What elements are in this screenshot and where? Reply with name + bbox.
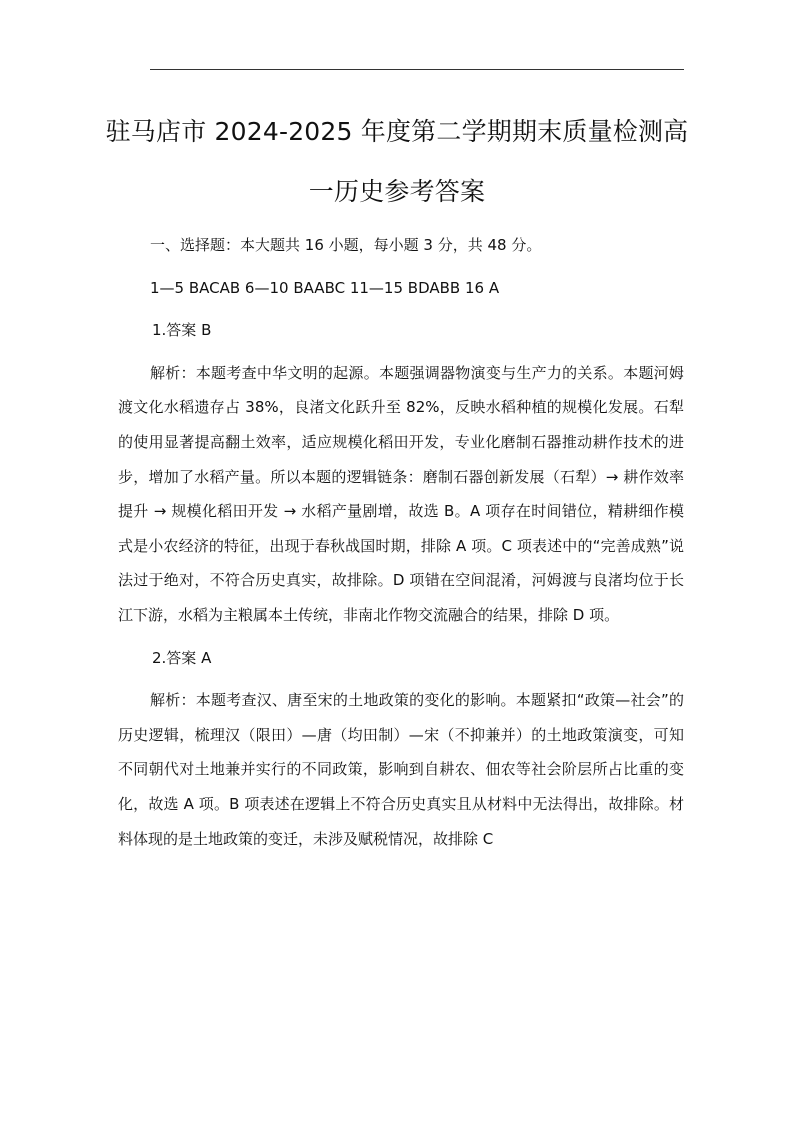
document-title-line-2: 一历史参考答案 [308,177,486,206]
question-1-answer: 1.答案 B [152,321,212,340]
document-title-line-1: 驻马店市 2024-2025 年度第二学期期末质量检测高 [105,117,689,146]
question-2-analysis: 解析：本题考查汉、唐至宋的土地政策的变化的影响。本题紧扣“政策—社会”的历史逻辑，梳理汉（限田）—唐（均田制）—宋（不抑兼并）的土地政策演变，可知不同朝代对土地兼并实行的不同政策，影响到自耕农、佃农等社会阶层所占比重的变化，故选 A 项。B 项表述在逻辑上不符合历史真实且从材料中无法得出，故排除。材料体现的是土地政策的变迁，未涉及赋税情况，故排除 C [118,691,684,848]
header-rule [150,69,684,70]
section-heading: 一、选择题：本大题共 16 小题，每小题 3 分，共 48 分。 [150,236,542,254]
question-1-analysis: 解析：本题考查中华文明的起源。本题强调器物演变与生产力的关系。本题河姆渡文化水稻遗存占 38%，良渚文化跃升至 82%，反映水稻种植的规模化发展。石犁的使用显著提高翻土效率，适应规模化稻田开发，专业化磨制石器推动耕作技术的进步，增加了水稻产量。所以本题的逻辑链条：磨制石器创新发展（石犁）→ 耕作效率提升 → 规模化稻田开发 → 水稻产量剧增，故选 B。A 项存在时间错位，精耕细作模式是小农经济的特征，出现于春秋战国时期，排除 A 项。C 项表述中的“完善成熟”说法过于绝对，不符合历史真实，故排除。D 项错在空间混淆，河姆渡与良渚均位于长江下游，水稻为主粮属本土传统，非南北作物交流融合的结果，排除 D 项。 [118,363,684,624]
question-2-answer: 2.答案 A [152,648,212,667]
answer-key: 1—5 BACAB 6—10 BAABC 11—15 BDABB 16 A [150,278,500,297]
document-body [118,228,684,856]
